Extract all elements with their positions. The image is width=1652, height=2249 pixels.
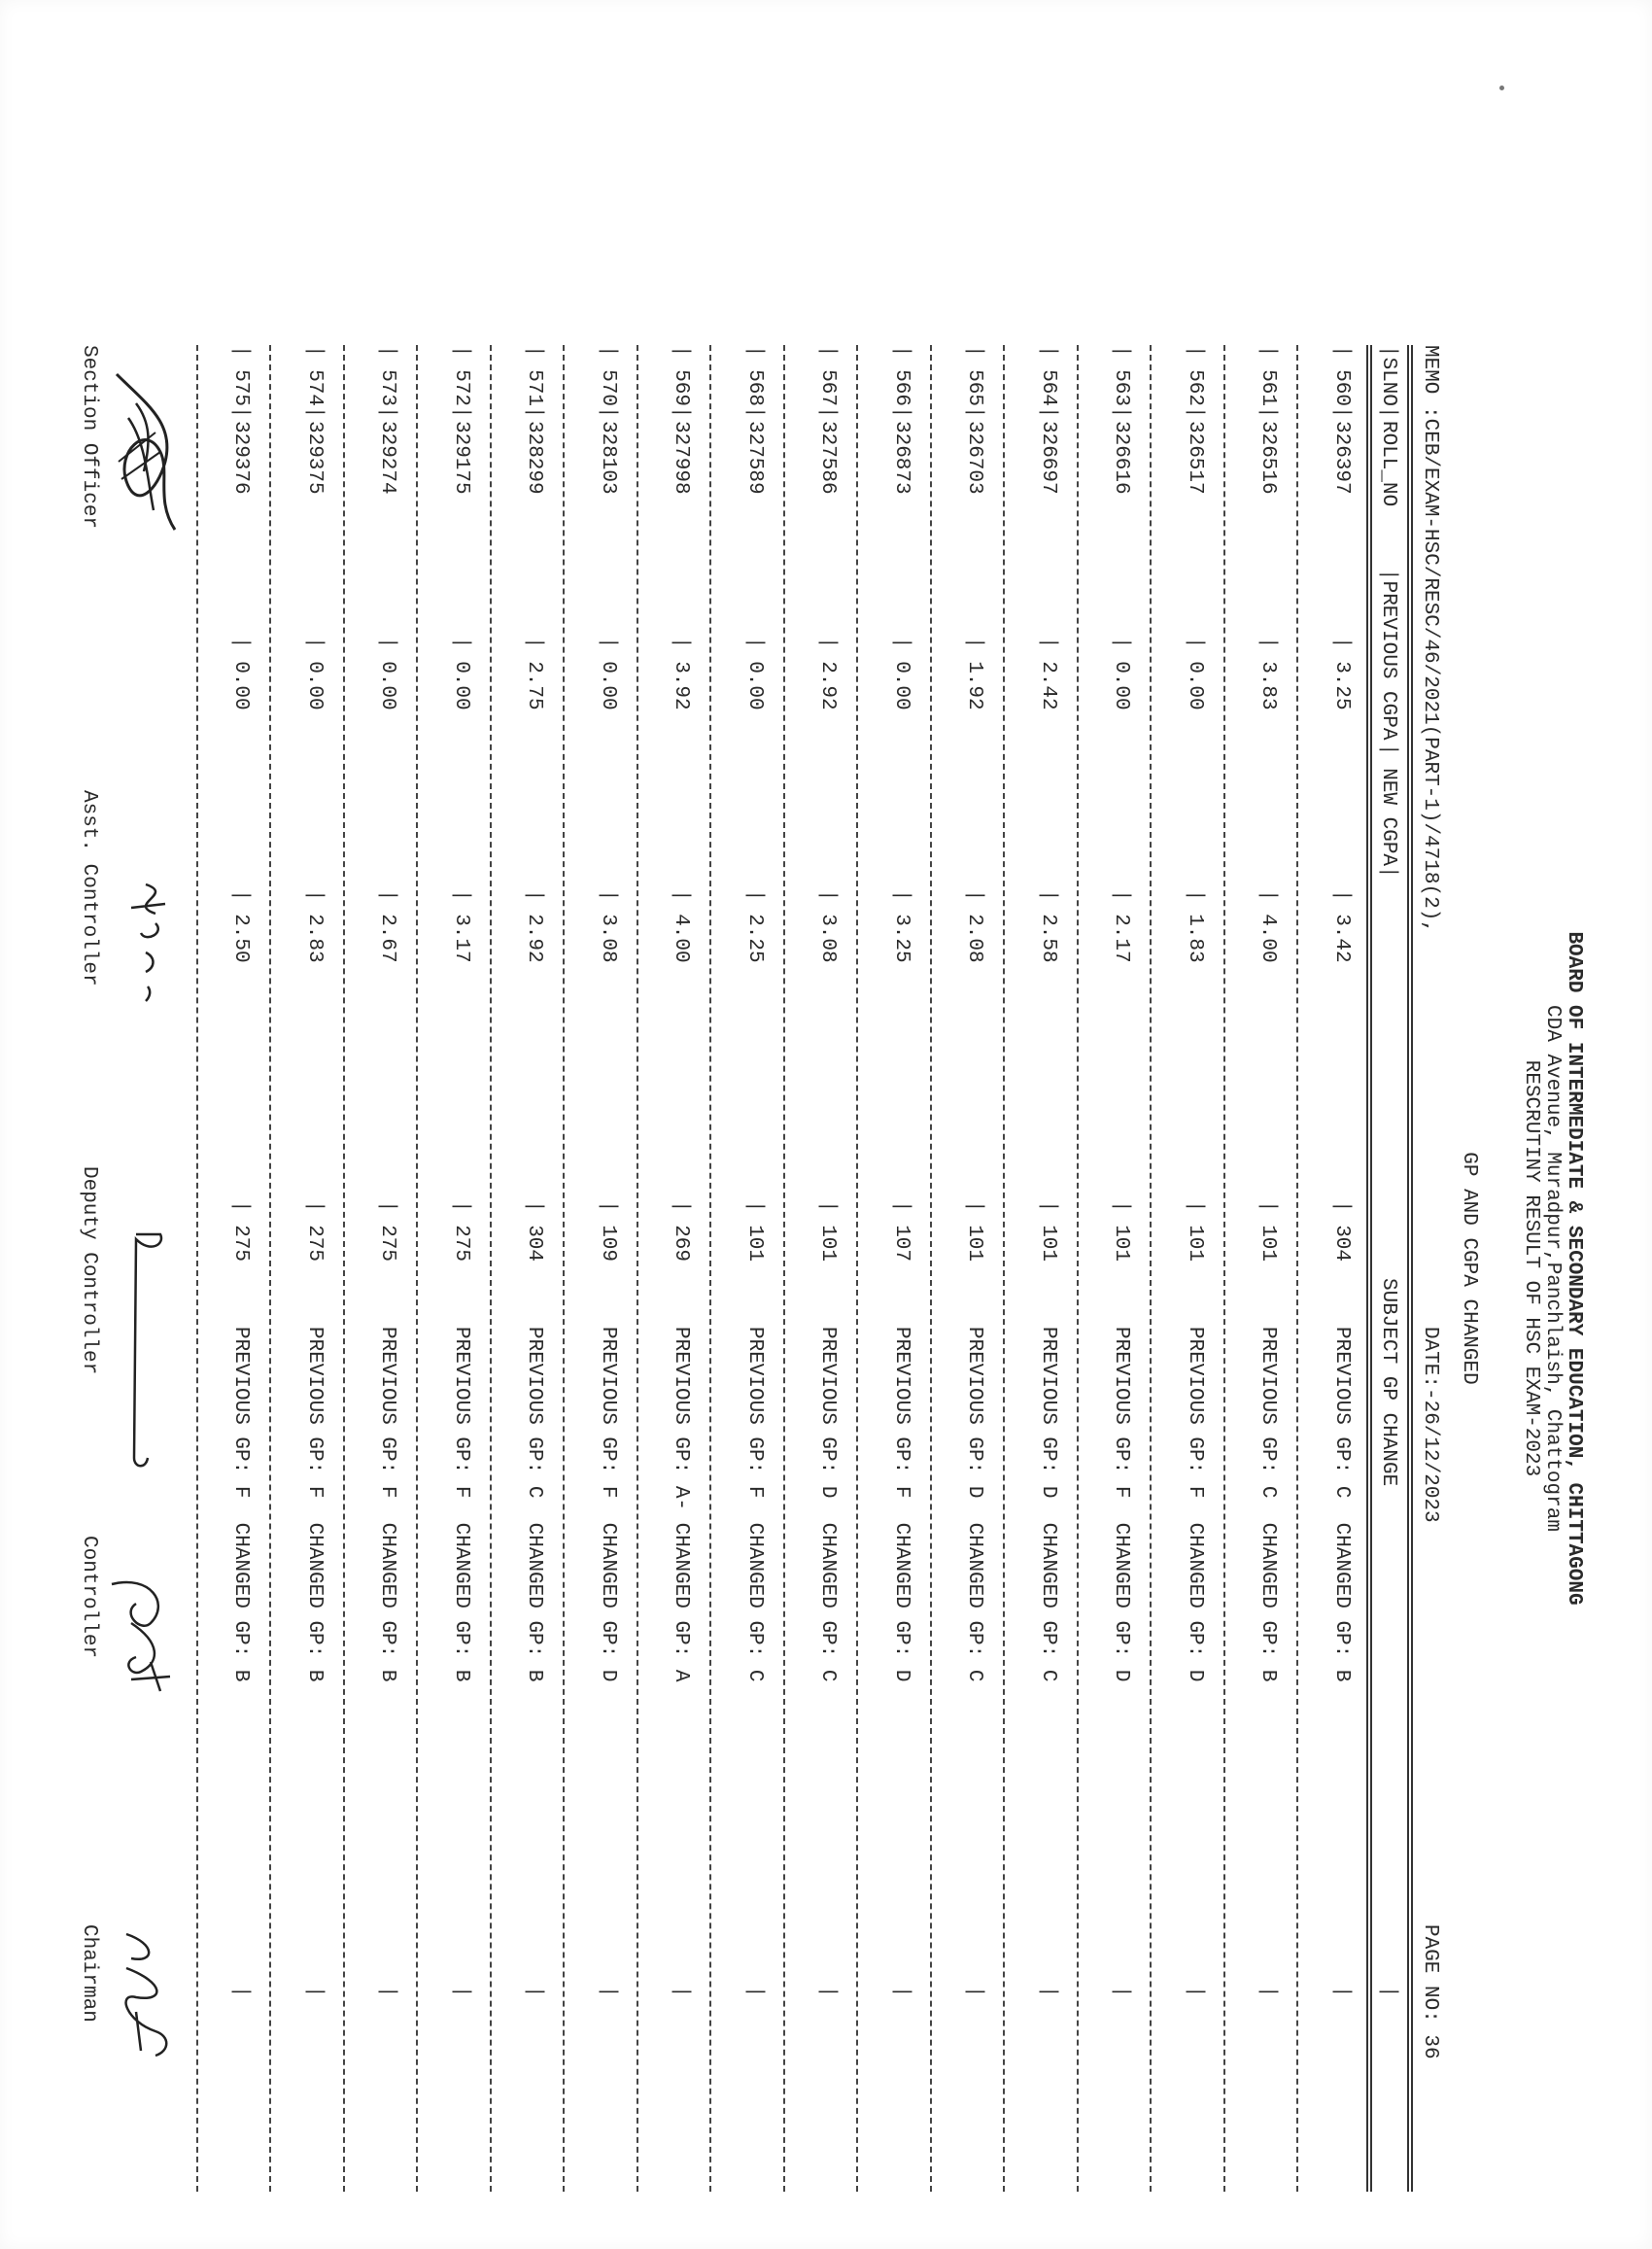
cell-slno: | 572| (450, 345, 472, 419)
table-row (1181, 345, 1214, 2192)
cell-slno: | 571| (523, 345, 546, 419)
row-divider (490, 345, 492, 2192)
cell-roll-no: 326397 (1330, 421, 1353, 495)
cell-slno: | 565| (963, 345, 986, 419)
cell-new-cgpa: | 3.42 (1330, 889, 1353, 963)
cell-end-bar: | (743, 1986, 766, 1998)
cell-previous-cgpa: | 2.92 (816, 637, 840, 710)
cell-end-bar: | (1037, 1986, 1059, 1998)
page-number: PAGE NO: 36 (1419, 1924, 1441, 2059)
table-row (668, 345, 701, 2192)
cell-new-cgpa: | 2.92 (523, 889, 546, 963)
cell-subject-code: | 101 (1037, 1200, 1059, 1263)
cell-roll-no: 328103 (597, 421, 619, 495)
cell-new-cgpa: | 3.08 (816, 889, 840, 963)
row-divider (1297, 345, 1299, 2192)
cell-new-cgpa: | 2.58 (1037, 889, 1059, 963)
cell-gp-change: PREVIOUS GP: C CHANGED GP: B (523, 1327, 546, 1682)
row-divider (637, 345, 638, 2192)
row-divider (1004, 345, 1006, 2192)
row-divider (417, 345, 419, 2192)
cell-roll-no: 326703 (963, 421, 986, 495)
cell-subject-code: | 275 (450, 1200, 472, 1263)
cell-subject-code: | 101 (1184, 1200, 1206, 1263)
double-rule-top (1411, 345, 1413, 2192)
cell-roll-no: 327589 (743, 421, 766, 495)
cell-roll-no: 326697 (1037, 421, 1059, 495)
table-row (814, 345, 847, 2192)
cell-gp-change: PREVIOUS GP: F CHANGED GP: C (743, 1327, 766, 1682)
cell-subject-code: | 101 (816, 1200, 840, 1263)
cell-slno: | 570| (597, 345, 619, 419)
table-row (1327, 345, 1360, 2192)
cell-slno: | 575| (229, 345, 253, 419)
board-address: CDA Avenue, Muradpur,Panchlaish, Chattogram (1541, 1005, 1564, 1532)
cell-gp-change: PREVIOUS GP: F CHANGED GP: D (597, 1327, 619, 1682)
cell-subject-code: | 101 (1110, 1200, 1133, 1263)
cell-roll-no: 326873 (890, 421, 912, 495)
cell-slno: | 563| (1110, 345, 1133, 419)
cell-new-cgpa: | 2.17 (1110, 889, 1133, 963)
cell-end-bar: | (1256, 1986, 1280, 1998)
row-divider (783, 345, 785, 2192)
cell-previous-cgpa: | 0.00 (450, 637, 472, 710)
cell-previous-cgpa: | 0.00 (890, 637, 912, 710)
cell-end-bar: | (523, 1986, 546, 1998)
cell-previous-cgpa: | 3.92 (670, 637, 693, 710)
cell-previous-cgpa: | 0.00 (1184, 637, 1206, 710)
cell-new-cgpa: | 3.25 (890, 889, 912, 963)
table-row (300, 345, 333, 2192)
row-divider (1223, 345, 1225, 2192)
cell-subject-code: | 101 (963, 1200, 986, 1263)
cell-end-bar: | (1110, 1986, 1133, 1998)
cell-new-cgpa: | 2.67 (376, 889, 399, 963)
asst-controller-signature (107, 875, 185, 1011)
cell-slno: | 561| (1256, 345, 1280, 419)
cell-gp-change: PREVIOUS GP: A- CHANGED GP: A (670, 1327, 693, 1682)
double-rule-top-2 (1407, 345, 1409, 2192)
header-previous-cgpa: |PREVIOUS CGPA (1377, 569, 1399, 741)
cell-previous-cgpa: | 2.75 (523, 637, 546, 710)
cell-subject-code: | 107 (890, 1200, 912, 1263)
header-end-bar: | (1377, 1986, 1399, 1998)
cell-roll-no: 329175 (450, 421, 472, 495)
cell-end-bar: | (1330, 1986, 1353, 1998)
chairman-signature (97, 1915, 194, 2070)
cell-gp-change: PREVIOUS GP: D CHANGED GP: C (816, 1327, 840, 1682)
cell-subject-code: | 275 (376, 1200, 399, 1263)
table-row (1255, 345, 1288, 2192)
header-new-cgpa: | NEW CGPA| (1377, 744, 1399, 879)
rotated-document-page (49, 345, 1584, 2192)
signature-block (49, 345, 165, 2192)
row-divider (1151, 345, 1153, 2192)
table-row (1108, 345, 1141, 2192)
table-row (887, 345, 920, 2192)
cell-new-cgpa: | 3.17 (450, 889, 472, 963)
row-divider (343, 345, 345, 2192)
cell-gp-change: PREVIOUS GP: F CHANGED GP: B (376, 1327, 399, 1682)
cell-slno: | 560| (1330, 345, 1353, 419)
cell-previous-cgpa: | 3.83 (1256, 637, 1280, 710)
section-officer-signature (97, 364, 204, 549)
cell-subject-code: | 101 (1256, 1200, 1280, 1263)
cell-gp-change: PREVIOUS GP: C CHANGED GP: B (1330, 1327, 1353, 1682)
row-divider (196, 345, 198, 2192)
deputy-controller-label: Deputy Controller (78, 1166, 100, 1375)
cell-slno: | 569| (670, 345, 693, 419)
cell-gp-change: PREVIOUS GP: D CHANGED GP: C (1037, 1327, 1059, 1682)
row-divider (270, 345, 272, 2192)
table-row (374, 345, 407, 2192)
cell-gp-change: PREVIOUS GP: F CHANGED GP: B (303, 1327, 326, 1682)
cell-new-cgpa: | 2.25 (743, 889, 766, 963)
deputy-controller-signature (97, 1225, 175, 1477)
cell-end-bar: | (816, 1986, 840, 1998)
header-subject-gp-change: SUBJECT GP CHANGE (1377, 1278, 1399, 1487)
result-title: RESCRUTINY RESULT OF HSC EXAM-2023 (1520, 1059, 1542, 1477)
cell-slno: | 568| (743, 345, 766, 419)
cell-gp-change: PREVIOUS GP: F CHANGED GP: B (450, 1327, 472, 1682)
row-divider (710, 345, 712, 2192)
cell-previous-cgpa: | 2.42 (1037, 637, 1059, 710)
cell-slno: | 573| (376, 345, 399, 419)
row-divider (564, 345, 566, 2192)
cell-subject-code: | 109 (597, 1200, 619, 1263)
controller-label: Controller (78, 1536, 100, 1659)
board-name: BOARD OF INTERMEDIATE & SECONDARY EDUCATION, CHITTAGONG (1563, 931, 1585, 1606)
cell-end-bar: | (450, 1986, 472, 1998)
cell-end-bar: | (890, 1986, 912, 1998)
table-row (740, 345, 774, 2192)
cell-roll-no: 327998 (670, 421, 693, 495)
cell-gp-change: PREVIOUS GP: D CHANGED GP: C (963, 1327, 986, 1682)
table-row (521, 345, 554, 2192)
cell-gp-change: PREVIOUS GP: C CHANGED GP: B (1256, 1327, 1280, 1682)
controller-signature (92, 1565, 189, 1711)
table-header-row (1374, 345, 1407, 2192)
cell-new-cgpa: | 3.08 (597, 889, 619, 963)
cell-previous-cgpa: | 0.00 (597, 637, 619, 710)
cell-end-bar: | (303, 1986, 326, 1998)
cell-subject-code: | 101 (743, 1200, 766, 1263)
cell-previous-cgpa: | 0.00 (303, 637, 326, 710)
cell-subject-code: | 275 (229, 1200, 253, 1263)
chairman-label: Chairman (78, 1924, 100, 2023)
cell-new-cgpa: | 4.00 (1256, 889, 1280, 963)
cell-gp-change: PREVIOUS GP: F CHANGED GP: B (229, 1327, 253, 1682)
cell-subject-code: | 269 (670, 1200, 693, 1263)
cell-gp-change: PREVIOUS GP: F CHANGED GP: D (1184, 1327, 1206, 1682)
double-rule-header (1370, 345, 1372, 2192)
header-slno: |SLNO| (1377, 345, 1399, 419)
cell-roll-no: 329375 (303, 421, 326, 495)
cell-gp-change: PREVIOUS GP: F CHANGED GP: D (1110, 1327, 1133, 1682)
cell-new-cgpa: | 1.83 (1184, 889, 1206, 963)
cell-subject-code: | 275 (303, 1200, 326, 1263)
cell-subject-code: | 304 (1330, 1200, 1353, 1263)
cell-roll-no: 326616 (1110, 421, 1133, 495)
row-divider (930, 345, 932, 2192)
cell-slno: | 567| (816, 345, 840, 419)
row-divider (857, 345, 859, 2192)
cell-gp-change: PREVIOUS GP: F CHANGED GP: D (890, 1327, 912, 1682)
cell-previous-cgpa: | 1.92 (963, 637, 986, 710)
asst-controller-label: Asst. Controller (78, 790, 100, 986)
cell-new-cgpa: | 4.00 (670, 889, 693, 963)
cell-roll-no: 326516 (1256, 421, 1280, 495)
cell-slno: | 566| (890, 345, 912, 419)
cell-previous-cgpa: | 3.25 (1330, 637, 1353, 710)
cell-subject-code: | 304 (523, 1200, 546, 1263)
memo-number: MEMO :CEB/EXAM-HSC/RESC/46/2021(PART-1)/4718(2), (1419, 345, 1441, 933)
table-row (1034, 345, 1067, 2192)
cell-slno: | 562| (1184, 345, 1206, 419)
table-row (594, 345, 627, 2192)
section-title: GP AND CGPA CHANGED (1458, 1152, 1480, 1385)
table-row (961, 345, 994, 2192)
cell-previous-cgpa: | 0.00 (1110, 637, 1133, 710)
cell-end-bar: | (376, 1986, 399, 1998)
table-row (447, 345, 480, 2192)
scan-speck (1499, 86, 1504, 90)
cell-end-bar: | (229, 1986, 253, 1998)
header-roll-no: ROLL_NO (1377, 421, 1399, 507)
cell-new-cgpa: | 2.83 (303, 889, 326, 963)
cell-new-cgpa: | 2.08 (963, 889, 986, 963)
cell-end-bar: | (1184, 1986, 1206, 1998)
section-officer-label: Section Officer (78, 345, 100, 530)
double-rule-header-2 (1366, 345, 1368, 2192)
cell-roll-no: 327586 (816, 421, 840, 495)
cell-slno: | 564| (1037, 345, 1059, 419)
row-divider (1077, 345, 1079, 2192)
cell-roll-no: 329376 (229, 421, 253, 495)
cell-previous-cgpa: | 0.00 (376, 637, 399, 710)
memo-date: DATE:-26/12/2023 (1419, 1327, 1441, 1523)
cell-end-bar: | (597, 1986, 619, 1998)
cell-slno: | 574| (303, 345, 326, 419)
cell-roll-no: 329274 (376, 421, 399, 495)
cell-end-bar: | (963, 1986, 986, 1998)
cell-previous-cgpa: | 0.00 (229, 637, 253, 710)
cell-previous-cgpa: | 0.00 (743, 637, 766, 710)
cell-new-cgpa: | 2.50 (229, 889, 253, 963)
table-row (227, 345, 260, 2192)
cell-roll-no: 326517 (1184, 421, 1206, 495)
cell-end-bar: | (670, 1986, 693, 1998)
cell-roll-no: 328299 (523, 421, 546, 495)
